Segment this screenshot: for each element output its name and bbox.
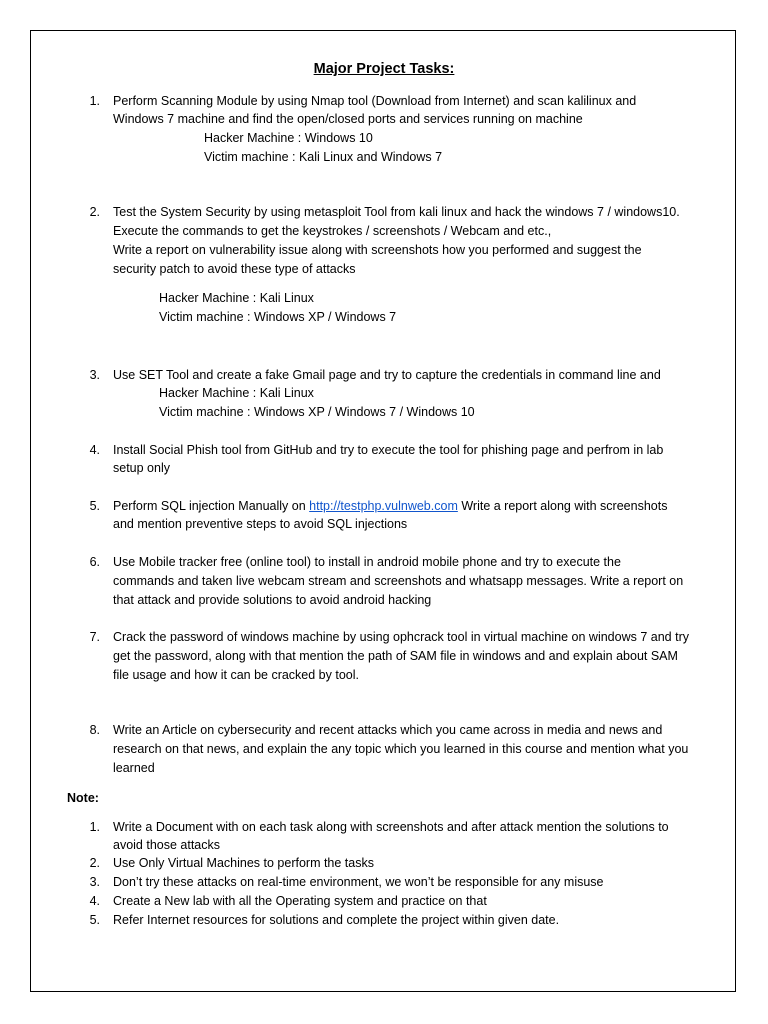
task-number: 2.: [89, 205, 100, 219]
task-text-line: file usage and how it can be cracked by tool.: [113, 668, 359, 682]
task-text-line: Install Social Phish tool from GitHub and try to execute the tool for phishing page and perfrom in lab: [113, 443, 664, 457]
task-text-line: [113, 497, 667, 515]
task-text-line: Windows 7 machine and find the open/closed ports and services running on machine: [113, 112, 583, 126]
task-text-line: Write an Article on cybersecurity and recent attacks which you came across in media and news and: [113, 723, 663, 737]
note-label: Note:: [67, 791, 99, 805]
note-text-line: Don’t try these attacks on real-time environment, we won’t be responsible for any misuse: [113, 875, 604, 889]
note-text-line: Refer Internet resources for solutions and complete the project within given date.: [113, 913, 560, 927]
note-text-line: Write a Document with on each task along with screenshots and after attack mention the solutions to: [113, 820, 669, 834]
note-text-line: Create a New lab with all the Operating system and practice on that: [113, 894, 487, 908]
task-text-line: Use SET Tool and create a fake Gmail page and try to capture the credentials in command line and: [113, 368, 661, 382]
task-number: 4.: [89, 443, 100, 457]
task-text-line: research on that news, and explain the any topic which you learned in this course and mention what you: [113, 742, 689, 756]
task-number: 1.: [89, 94, 100, 108]
victim-machine-line: Victim machine : Windows XP / Windows 7: [159, 310, 397, 324]
task-text-line: Execute the commands to get the keystrokes / screenshots / Webcam and etc.,: [113, 224, 552, 238]
note-number: 5.: [89, 913, 100, 927]
document-title: Major Project Tasks:: [313, 61, 455, 77]
victim-machine-line: Victim machine : Kali Linux and Windows 7: [204, 150, 443, 164]
note-number: 4.: [89, 894, 100, 908]
task-number: 3.: [89, 368, 100, 382]
task-text-line: and mention preventive steps to avoid SQL injections: [113, 517, 408, 531]
note-text-line: Use Only Virtual Machines to perform the tasks: [113, 856, 374, 870]
note-number: 1.: [89, 820, 100, 834]
task-number: 7.: [89, 630, 100, 644]
task-text-line: get the password, along with that mention the path of SAM file in windows and and explain about SAM: [113, 649, 678, 663]
task-text-segment: Write a report along with screenshots: [457, 499, 668, 513]
note-number: 2.: [89, 856, 100, 870]
task-text-line: Write a report on vulnerability issue along with screenshots how you performed and suggest the: [113, 243, 642, 257]
task-text-segment: Perform SQL injection Manually on: [113, 499, 310, 513]
hacker-machine-line: Hacker Machine : Kali Linux: [159, 386, 314, 400]
task-text-line: setup only: [113, 461, 170, 475]
task-text-line: security patch to avoid these type of attacks: [113, 262, 356, 276]
task-text-line: Perform Scanning Module by using Nmap tool (Download from Internet) and scan kalilinux and: [113, 94, 637, 108]
hacker-machine-line: Hacker Machine : Windows 10: [204, 131, 373, 145]
hacker-machine-line: Hacker Machine : Kali Linux: [159, 291, 314, 305]
task-text-line: Crack the password of windows machine by using ophcrack tool in virtual machine on windows 7 and try: [113, 630, 689, 644]
testphp-link[interactable]: http://testphp.vulnweb.com: [309, 499, 458, 513]
note-number: 3.: [89, 875, 100, 889]
task-text-line: Use Mobile tracker free (online tool) to install in android mobile phone and try to execute the: [113, 555, 621, 569]
task-number: 6.: [89, 555, 100, 569]
task-text-line: learned: [113, 761, 155, 775]
task-text-line: commands and taken live webcam stream and screenshots and whatsapp messages. Write a report on: [113, 574, 684, 588]
task-number: 8.: [89, 723, 100, 737]
note-text-line: avoid those attacks: [113, 838, 221, 852]
victim-machine-line: Victim machine : Windows XP / Windows 7 / Windows 10: [159, 405, 475, 419]
task-number: 5.: [89, 499, 100, 513]
task-text-line: that attack and provide solutions to avoid android hacking: [113, 593, 432, 607]
task-text-line: Test the System Security by using metasploit Tool from kali linux and hack the windows 7 / windows10.: [113, 205, 680, 219]
